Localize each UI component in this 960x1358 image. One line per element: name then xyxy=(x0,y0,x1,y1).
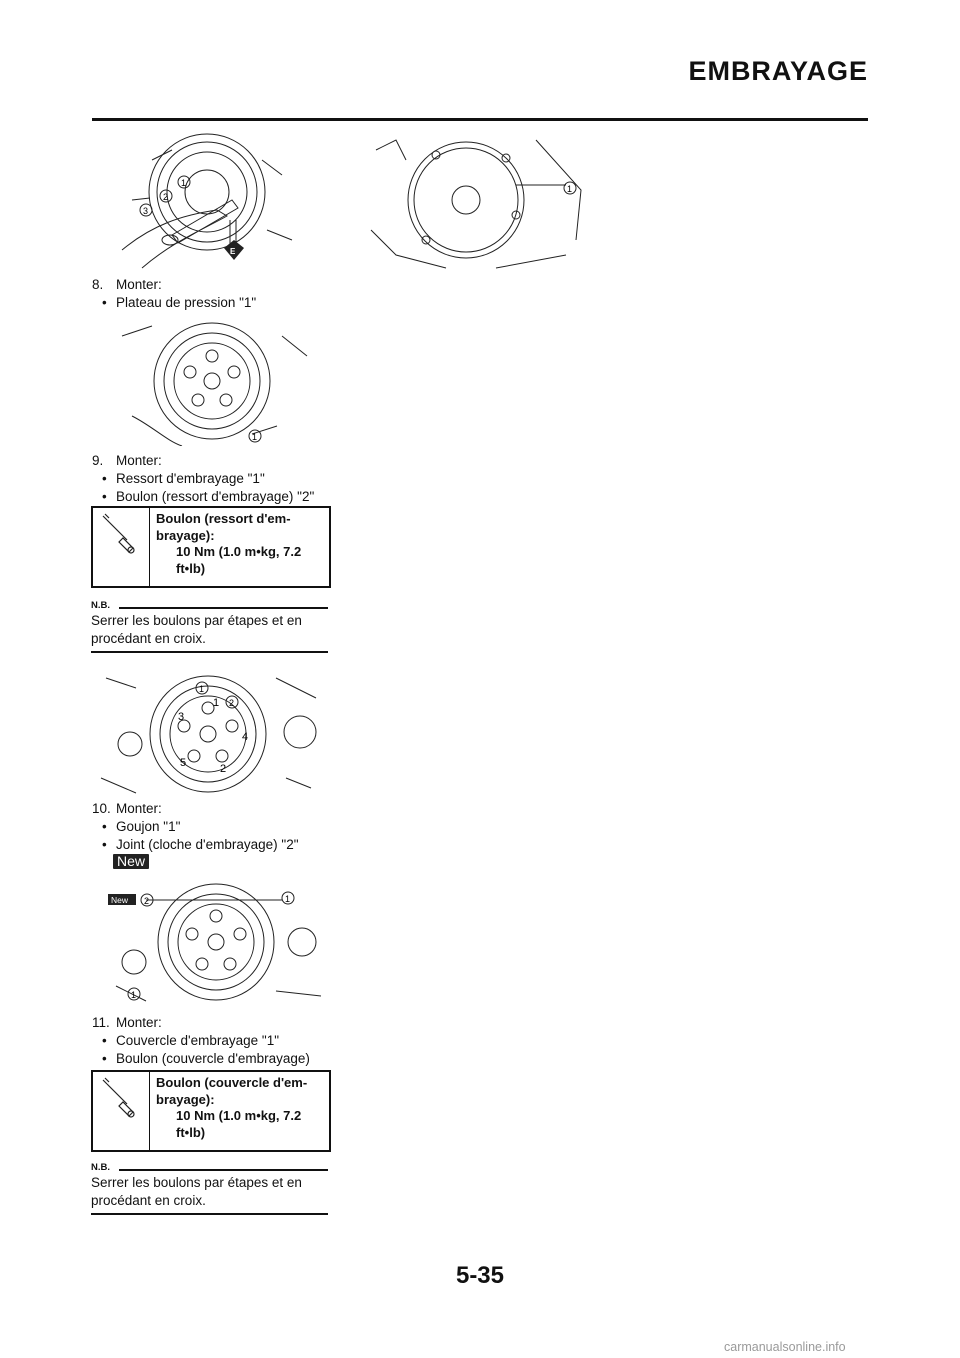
step-8 xyxy=(92,276,162,294)
step-10 xyxy=(92,800,162,818)
page-number: 5-35 xyxy=(455,1262,505,1289)
torque-spec-box xyxy=(91,1070,331,1152)
watermark: carmanualsonline.info xyxy=(724,1340,846,1354)
step-11-bullet-1: • Couvercle d'embrayage "1" xyxy=(102,1032,279,1050)
note-rule xyxy=(119,607,328,609)
note-line: procédant en croix. xyxy=(91,1193,206,1208)
spec-label: Boulon (ressort d'em- xyxy=(156,511,291,526)
grease-badge: E xyxy=(230,247,236,256)
callout: 1 xyxy=(181,178,187,188)
callout: 2 xyxy=(229,698,235,708)
step-9-bullet-2: • Boulon (ressort d'embrayage) "2" xyxy=(102,488,314,506)
figure-pressure-plate xyxy=(112,316,312,446)
torque-spec-box xyxy=(91,506,331,588)
sequence-number: 5 xyxy=(180,757,187,769)
callout: 1 xyxy=(252,432,258,442)
torque-wrench-icon xyxy=(93,1072,150,1150)
step-action: Monter: xyxy=(116,277,162,292)
figure-gasket-dowel xyxy=(106,876,326,1006)
note-rule xyxy=(119,1169,328,1171)
note-rule xyxy=(91,1213,328,1215)
step-10-bullet-2: • Joint (cloche d'embrayage) "2" xyxy=(102,836,299,854)
callout: 1 xyxy=(131,990,137,1000)
step-10-bullet-1: • Goujon "1" xyxy=(102,818,180,836)
callout: 2 xyxy=(163,192,169,202)
sequence-number: 2 xyxy=(220,763,227,775)
step-number: 10. xyxy=(92,801,111,816)
torque-wrench-icon xyxy=(93,508,150,586)
step-action: Monter: xyxy=(116,801,162,816)
note-line: Serrer les boulons par étapes et en xyxy=(91,613,302,628)
spec-label: Boulon (couvercle d'em- xyxy=(156,1075,308,1090)
note-rule xyxy=(91,651,328,653)
note-label: N.B. xyxy=(91,600,110,611)
spec-label: brayage): xyxy=(156,527,215,543)
spec-label: brayage): xyxy=(156,1091,215,1107)
new-part-badge: New xyxy=(111,895,129,905)
figure-tightening-sequence xyxy=(96,668,322,796)
step-number: 8. xyxy=(92,277,104,292)
figure-clutch-cover-installed xyxy=(366,130,596,270)
spec-value: ft•lb) xyxy=(176,560,206,576)
callout: 2 xyxy=(144,896,150,906)
sequence-number: 4 xyxy=(242,731,249,743)
sequence-number: 3 xyxy=(178,711,185,723)
callout: 1 xyxy=(567,184,573,194)
note-line: Serrer les boulons par étapes et en xyxy=(91,1175,302,1190)
header-divider xyxy=(92,118,868,121)
spec-value: 10 Nm (1.0 m•kg, 7.2 xyxy=(176,544,302,559)
step-action: Monter: xyxy=(116,1015,162,1030)
spec-value: 10 Nm (1.0 m•kg, 7.2 xyxy=(176,1108,302,1123)
step-11-bullet-2: • Boulon (couvercle d'embrayage) xyxy=(102,1050,310,1068)
callout: 3 xyxy=(143,206,149,216)
callout: 1 xyxy=(199,684,205,694)
step-9 xyxy=(92,452,162,470)
step-8-bullet-1: • Plateau de pression "1" xyxy=(102,294,256,312)
step-number: 9. xyxy=(92,453,104,468)
figure-clutch-holding-tool xyxy=(112,130,302,270)
step-number: 11. xyxy=(92,1015,110,1030)
spec-value: ft•lb) xyxy=(176,1124,206,1140)
note-label: N.B. xyxy=(91,1162,110,1173)
note-line: procédant en croix. xyxy=(91,631,206,646)
step-9-bullet-1: • Ressort d'embrayage "1" xyxy=(102,470,265,488)
callout: 1 xyxy=(285,894,291,904)
sequence-number: 1 xyxy=(213,697,220,709)
new-part-badge: New xyxy=(113,854,149,869)
step-action: Monter: xyxy=(116,453,162,468)
step-11 xyxy=(92,1014,162,1032)
page-title: EMBRAYAGE xyxy=(688,56,868,86)
